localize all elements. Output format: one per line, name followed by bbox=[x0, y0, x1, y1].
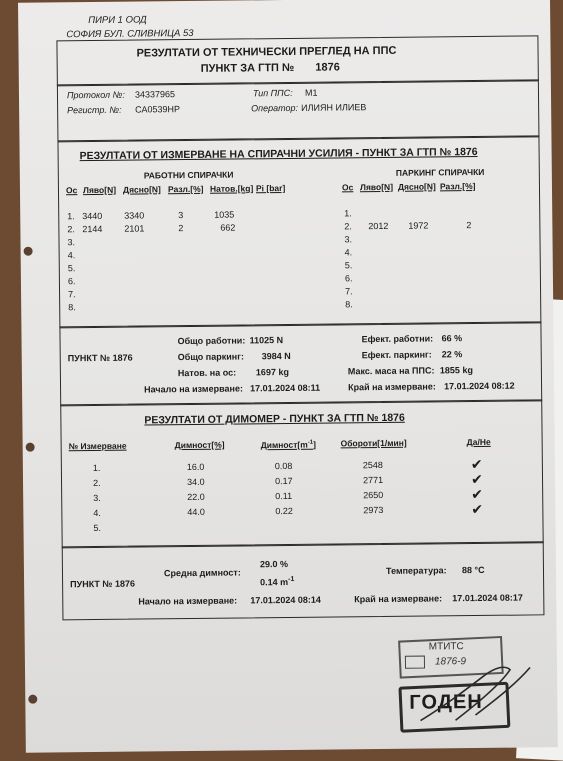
punch-hole bbox=[24, 247, 33, 256]
start-label: Начало на измерване: bbox=[144, 383, 243, 395]
avg-smoke-pct: 29.0 % bbox=[259, 558, 288, 570]
company-name: ПИРИ 1 ООД bbox=[88, 14, 147, 27]
col-left-parking: Ляво[N] bbox=[359, 181, 394, 193]
col-diff: Разл.[%] bbox=[167, 183, 204, 195]
check-mark-icon: ✔ bbox=[470, 455, 483, 473]
working-right-2: 2101 bbox=[124, 223, 145, 234]
col-load: Натов.[kg] bbox=[209, 183, 254, 194]
smoke-rpm: 2973 bbox=[363, 504, 384, 516]
working-right-1: 3340 bbox=[124, 210, 145, 221]
operator-value: ИЛИЯН ИЛИЕВ bbox=[301, 102, 367, 113]
col-measurement: № Измерване bbox=[68, 440, 127, 452]
temperature-value: 88 °C bbox=[461, 564, 485, 576]
company-address: СОФИЯ БУЛ. СЛИВНИЦА 53 bbox=[66, 27, 194, 41]
type-label: Тип ППС: bbox=[252, 87, 293, 99]
end-value: 17.01.2024 08:12 bbox=[444, 380, 515, 392]
avg-smoke-m bbox=[260, 576, 294, 587]
axle-number: 3. bbox=[67, 237, 76, 248]
avg-smoke-m-exp: -1 bbox=[288, 575, 295, 583]
col-smoke-m-text: Димност[m bbox=[260, 439, 308, 451]
smoke-m: 0.08 bbox=[274, 460, 293, 472]
total-working-value: 11025 N bbox=[249, 335, 284, 346]
axle-number-parking: 7. bbox=[345, 286, 353, 297]
col-axle: Ос bbox=[65, 185, 78, 196]
check-mark-icon: ✔ bbox=[471, 485, 484, 503]
smoke-n: 3. bbox=[93, 492, 101, 504]
check-mark-icon: ✔ bbox=[470, 470, 483, 488]
col-smoke-m-exp: -1 bbox=[307, 439, 314, 446]
punch-hole bbox=[28, 695, 37, 704]
col-smoke-m bbox=[261, 440, 316, 450]
working-brakes-title: РАБОТНИ СПИРАЧКИ bbox=[143, 169, 234, 181]
smoke-pct: 22.0 bbox=[187, 491, 205, 503]
axle-number-parking: 8. bbox=[345, 299, 353, 310]
axle-number: 5. bbox=[67, 263, 76, 274]
smoke-rpm: 2771 bbox=[362, 474, 384, 486]
col-right-parking: Дясно[N] bbox=[397, 181, 436, 192]
smoke-heading: РЕЗУЛТАТИ ОТ ДИМОМЕР - ПУНКТ ЗА ГТП № 1876 bbox=[144, 411, 405, 427]
axle-number: 6. bbox=[67, 276, 76, 287]
parking-right-2: 1972 bbox=[408, 220, 429, 231]
col-axle-parking: Ос bbox=[341, 182, 354, 193]
temperature-label: Температура: bbox=[385, 565, 447, 576]
axle-number-parking: 4. bbox=[344, 247, 353, 258]
axle-number: 8. bbox=[68, 302, 76, 313]
working-diff-2: 2 bbox=[178, 223, 184, 234]
punch-hole bbox=[26, 443, 35, 452]
working-left-1: 3440 bbox=[82, 210, 103, 222]
document-sheet bbox=[18, 0, 558, 753]
subtitle-number: 1876 bbox=[315, 61, 340, 74]
axle-number-parking: 1. bbox=[344, 208, 352, 219]
col-left: Ляво[N] bbox=[82, 184, 117, 196]
parking-diff-2: 2 bbox=[466, 220, 472, 231]
smoke-end-label: Край на измерване: bbox=[354, 593, 443, 605]
working-load-1: 1035 bbox=[214, 209, 235, 220]
check-mark-icon: ✔ bbox=[471, 500, 484, 518]
subtitle-prefix: ПУНКТ ЗА ГТП № bbox=[200, 61, 295, 75]
smoke-n: 1. bbox=[92, 462, 101, 474]
smoke-pct: 44.0 bbox=[187, 506, 205, 518]
working-load-2: 662 bbox=[220, 222, 236, 233]
smoke-n: 2. bbox=[92, 477, 101, 489]
smoke-rpm: 2650 bbox=[363, 489, 384, 501]
smoke-m: 0.11 bbox=[275, 490, 293, 502]
total-parking-value: 3984 N bbox=[261, 350, 291, 362]
axle-number: 7. bbox=[68, 289, 76, 300]
max-mass-value: 1855 kg bbox=[439, 365, 473, 376]
brakes-summary-box bbox=[59, 321, 542, 406]
col-right: Дясно[N] bbox=[122, 184, 161, 195]
axle-number: 2. bbox=[67, 224, 75, 235]
protocol-label: Протокол №: bbox=[66, 89, 125, 101]
smoke-n: 5. bbox=[93, 522, 102, 534]
approved-stamp-text: ГОДЕН bbox=[409, 690, 483, 714]
smoke-pct: 16.0 bbox=[186, 461, 205, 473]
axle-number-parking: 3. bbox=[344, 234, 353, 245]
working-diff-1: 3 bbox=[178, 210, 184, 221]
mtits-stamp-label: МТИТС bbox=[428, 641, 464, 653]
col-diff-parking: Разл.[%] bbox=[439, 181, 476, 192]
reg-label: Регистр. №: bbox=[67, 104, 122, 116]
smoke-m: 0.17 bbox=[274, 475, 293, 487]
end-label: Край на измерване: bbox=[348, 381, 436, 393]
avg-smoke-label: Средна димност: bbox=[163, 567, 241, 579]
smoke-start-label: Начало на измерване: bbox=[138, 595, 238, 607]
page-subtitle bbox=[201, 62, 340, 74]
total-working-label: Общо работни: bbox=[177, 335, 246, 347]
smoke-start-value: 17.01.2024 08:14 bbox=[250, 594, 321, 606]
page-title: РЕЗУЛТАТИ ОТ ТЕХНИЧЕСКИ ПРЕГЛЕД НА ППС bbox=[136, 44, 397, 60]
axle-number: 1. bbox=[67, 211, 75, 222]
col-smoke-m-close: ] bbox=[313, 439, 316, 450]
smoke-summary-point: ПУНКТ № 1876 bbox=[70, 578, 135, 590]
protocol-value: 34337965 bbox=[134, 89, 176, 100]
col-yes-no: Да/Не bbox=[466, 436, 491, 448]
eff-working-label: Ефект. работни: bbox=[361, 333, 434, 345]
axle-load-value: 1697 kg bbox=[255, 366, 289, 378]
brakes-heading: РЕЗУЛТАТИ ОТ ИЗМЕРВАНЕ НА СПИРАЧНИ УСИЛИЯ - ПУНКТ ЗА ГТП № 1876 bbox=[79, 145, 478, 163]
axle-load-label: Натов. на ос: bbox=[177, 367, 237, 379]
start-value: 17.01.2024 08:11 bbox=[250, 382, 321, 394]
eff-parking-label: Ефект. паркинг: bbox=[361, 349, 432, 361]
axle-number: 4. bbox=[67, 250, 76, 261]
signature-icon bbox=[415, 656, 536, 730]
reg-value: СА0539НР bbox=[135, 104, 181, 115]
eff-parking-value: 22 % bbox=[441, 349, 463, 360]
axle-number-parking: 5. bbox=[344, 260, 353, 271]
operator-label: Оператор: bbox=[251, 102, 299, 114]
col-rpm: Обороти[1/мин] bbox=[340, 437, 407, 449]
axle-number-parking: 6. bbox=[344, 273, 353, 284]
parking-left-2: 2012 bbox=[368, 220, 389, 232]
total-parking-label: Общо паркинг: bbox=[177, 351, 244, 363]
smoke-n: 4. bbox=[93, 507, 101, 519]
smoke-end-value: 17.01.2024 08:17 bbox=[452, 592, 523, 604]
parking-brakes-title: ПАРКИНГ СПИРАЧКИ bbox=[395, 166, 485, 178]
working-left-2: 2144 bbox=[82, 223, 103, 235]
col-pressure: Pi [bar] bbox=[255, 182, 286, 194]
smoke-rpm: 2548 bbox=[362, 459, 383, 471]
max-mass-label: Макс. маса на ППС: bbox=[347, 365, 435, 377]
smoke-pct: 34.0 bbox=[186, 476, 205, 488]
col-smoke-pct: Димност[%] bbox=[174, 439, 225, 451]
summary-point: ПУНКТ № 1876 bbox=[67, 352, 133, 364]
type-value: М1 bbox=[304, 87, 318, 98]
mtits-stamp-number: 1876-9 bbox=[434, 656, 467, 668]
smoke-m: 0.22 bbox=[275, 505, 293, 517]
eff-working-value: 66 % bbox=[441, 333, 463, 344]
axle-number-parking: 2. bbox=[344, 221, 352, 232]
avg-smoke-m-value: 0.14 m bbox=[260, 576, 289, 588]
